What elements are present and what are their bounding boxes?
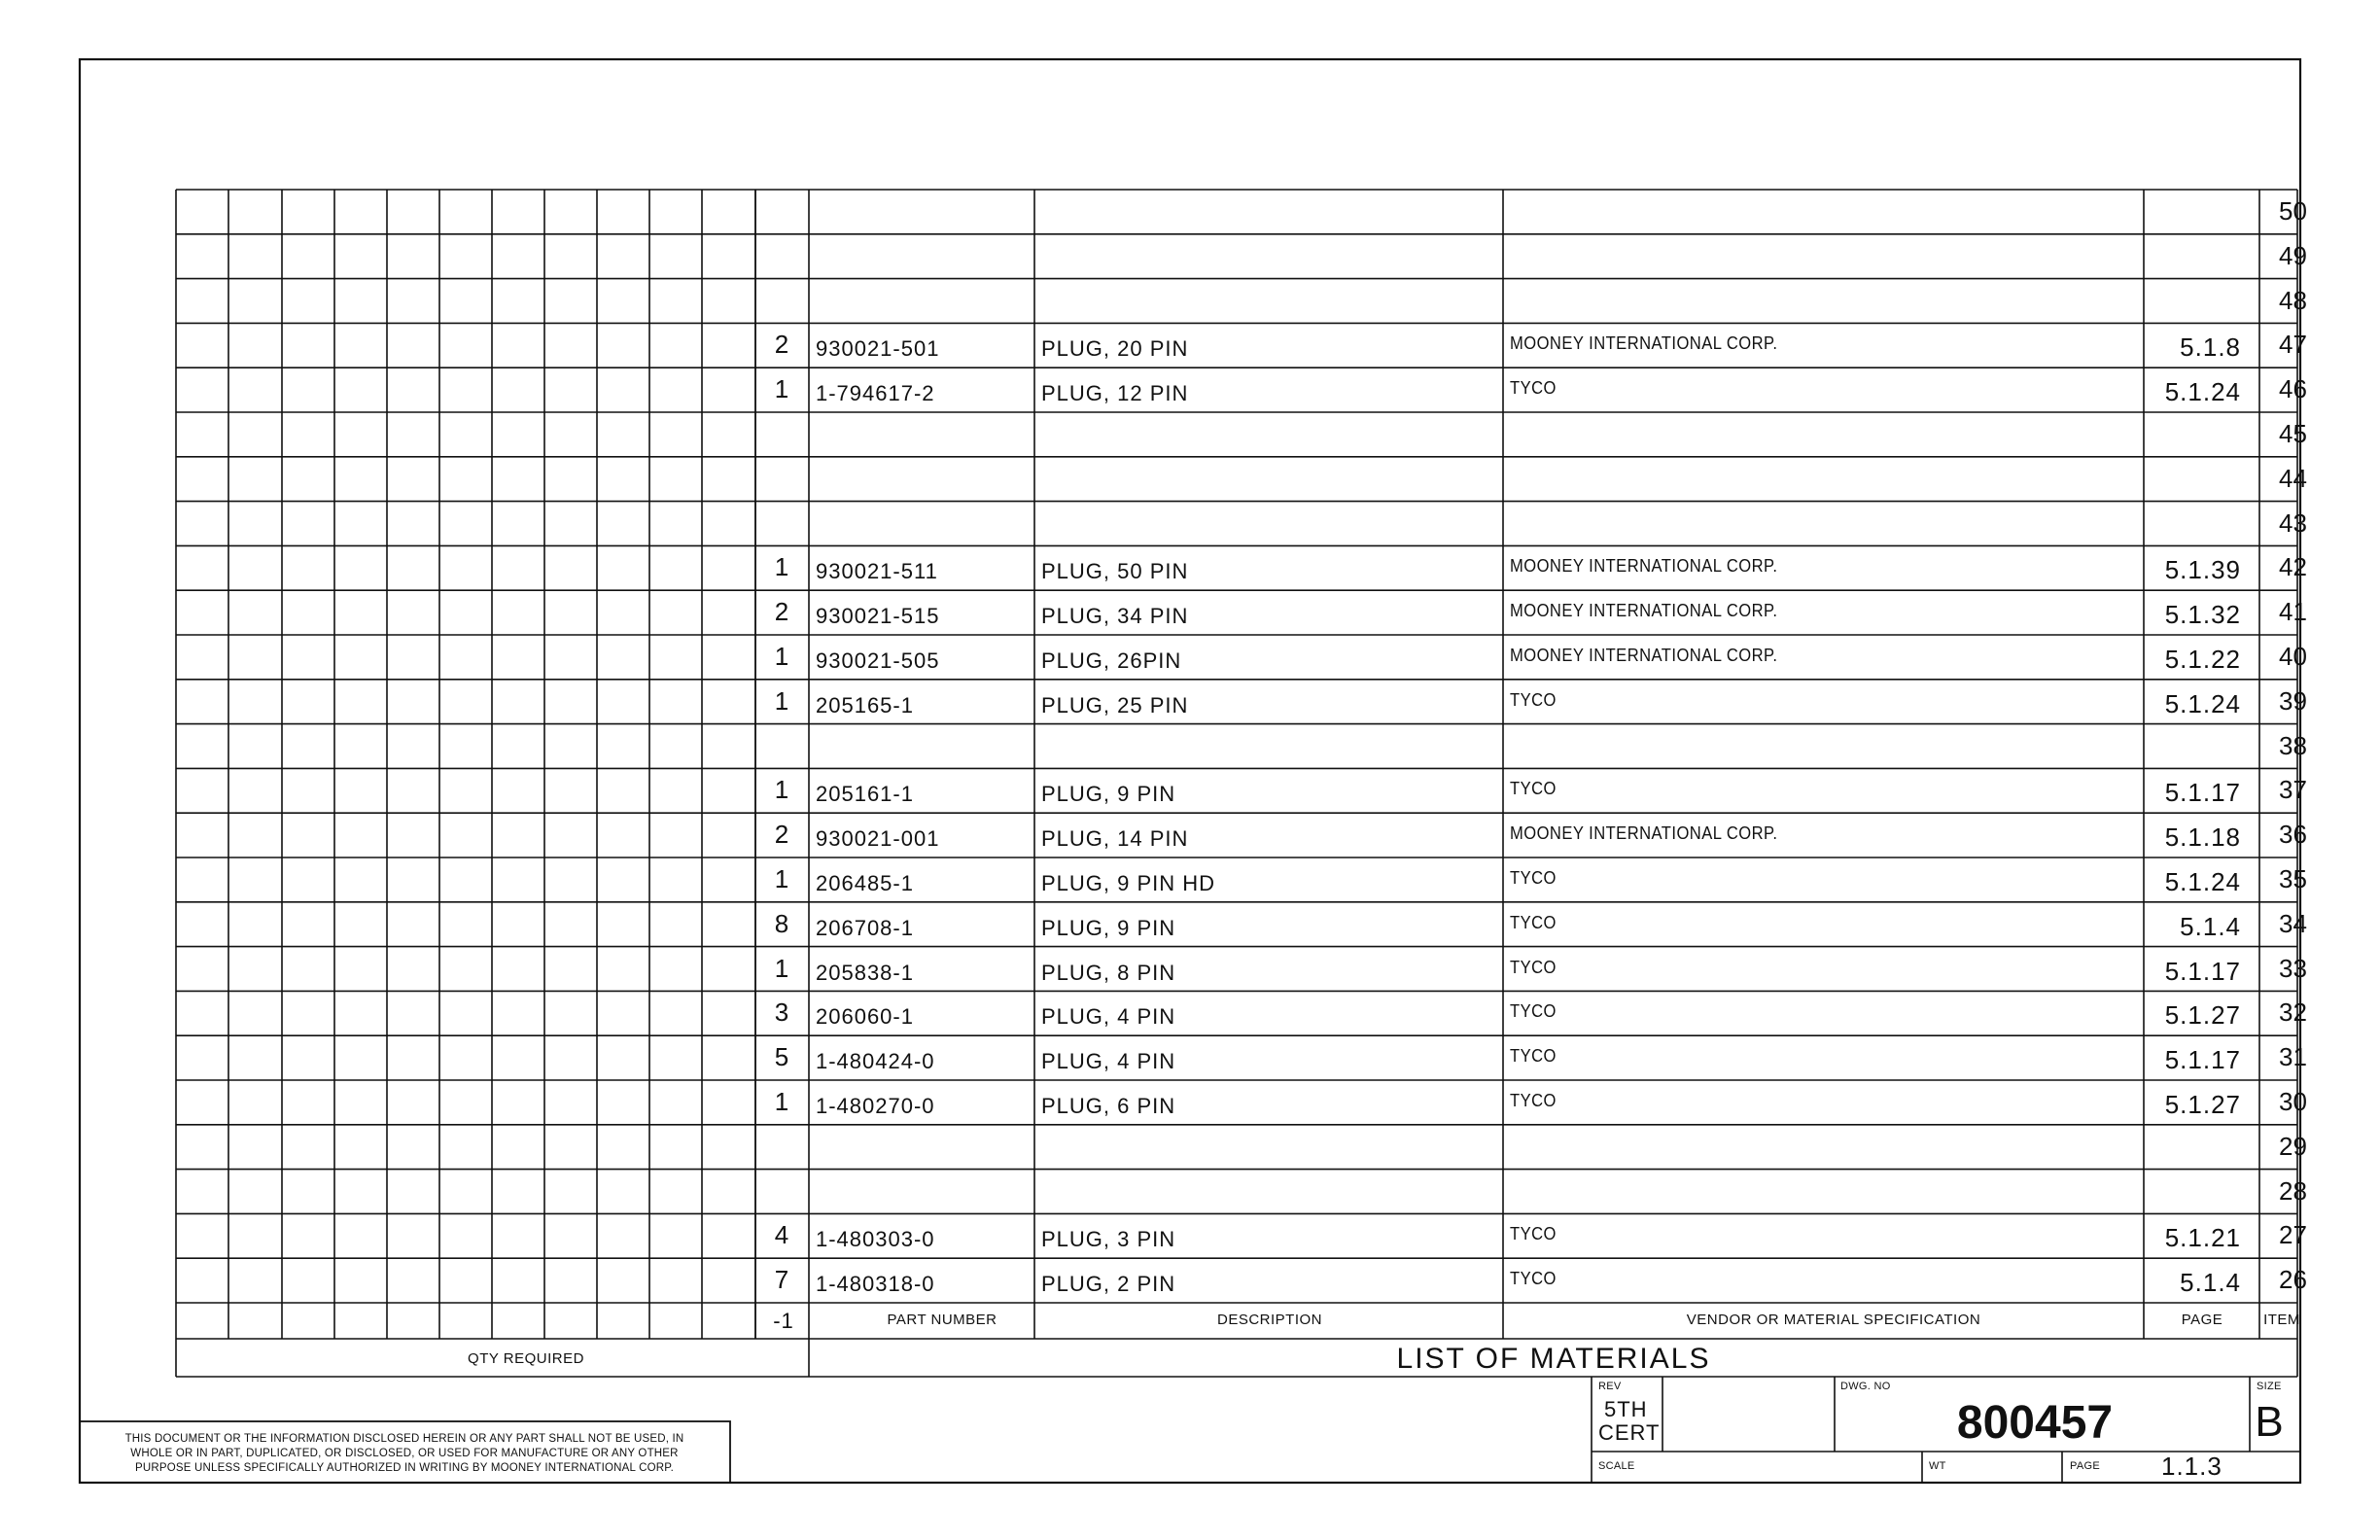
qty-value: 2 (774, 597, 789, 627)
qty-value: 5 (774, 1042, 789, 1072)
qty-value: 1 (774, 642, 789, 671)
dwg-number: 800457 (1956, 1397, 2114, 1449)
description: PLUG, 25 PIN (1041, 692, 1189, 718)
part-number: 930021-511 (816, 559, 938, 584)
qty-value: 1 (774, 552, 789, 582)
part-number: 1-480318-0 (816, 1272, 935, 1297)
description: PLUG, 26PIN (1041, 648, 1182, 673)
list-of-materials-title: LIST OF MATERIALS (1396, 1343, 1711, 1375)
vendor: MOONEY INTERNATIONAL CORP. (1510, 646, 1778, 665)
description: PLUG, 34 PIN (1041, 604, 1189, 629)
description: PLUG, 8 PIN (1041, 960, 1176, 985)
vendor: MOONEY INTERNATIONAL CORP. (1510, 556, 1778, 577)
qty-value: 3 (774, 998, 789, 1028)
page-ref: 5.1.22 (2164, 645, 2241, 674)
description: PLUG, 12 PIN (1041, 381, 1189, 406)
item-number: 40 (2279, 642, 2307, 671)
page-ref: 5.1.24 (2164, 377, 2241, 407)
item-number: 33 (2279, 953, 2307, 983)
vendor: MOONEY INTERNATIONAL CORP. (1510, 333, 1778, 354)
qty-value: 4 (774, 1220, 789, 1250)
size-value: B (2255, 1398, 2284, 1446)
item-number: 44 (2279, 463, 2307, 493)
page-ref: 5.1.18 (2164, 822, 2241, 853)
qty-value: 1 (774, 775, 789, 805)
qty-value: 2 (774, 820, 789, 850)
vendor: TYCO (1510, 1001, 1557, 1022)
vendor: TYCO (1510, 1091, 1557, 1110)
description: PLUG, 4 PIN (1041, 1049, 1176, 1074)
part-number: 1-480270-0 (816, 1094, 935, 1118)
item-number: 29 (2279, 1131, 2307, 1161)
part-number: 206708-1 (816, 915, 914, 940)
header-page: PAGE (2181, 1312, 2223, 1328)
description: PLUG, 14 PIN (1041, 826, 1189, 852)
qty-value: 1 (774, 864, 789, 893)
part-number: 205165-1 (816, 692, 914, 718)
item-number: 45 (2279, 419, 2307, 448)
item-number: 27 (2279, 1220, 2307, 1250)
description: PLUG, 2 PIN (1041, 1272, 1176, 1297)
item-number: 34 (2279, 908, 2307, 938)
description: PLUG, 20 PIN (1041, 336, 1189, 362)
vendor: TYCO (1510, 779, 1557, 799)
item-number: 38 (2279, 730, 2307, 760)
qty-value: 1 (774, 1087, 789, 1116)
page-ref: 5.1.17 (2164, 778, 2241, 808)
header-qty-required: QTY REQUIRED (468, 1350, 584, 1367)
item-number: 46 (2279, 374, 2307, 404)
notice-line-1: THIS DOCUMENT OR THE INFORMATION DISCLOSED HEREIN OR ANY PART SHALL NOT BE USED, IN (124, 1433, 684, 1445)
part-number: 930021-505 (816, 648, 940, 673)
qty-value: 1 (774, 374, 789, 404)
sheet-border (80, 59, 2300, 1483)
part-number: 930021-515 (816, 604, 940, 629)
rev-label: REV (1598, 1381, 1622, 1392)
description: PLUG, 3 PIN (1041, 1227, 1176, 1252)
item-number: 32 (2279, 998, 2307, 1028)
notice-line-3: PURPOSE UNLESS SPECIFICALLY AUTHORIZED IN WRITING BY MOONEY INTERNATIONAL CORP. (134, 1462, 675, 1474)
part-number: 205838-1 (816, 960, 914, 985)
page-label: PAGE (2070, 1460, 2100, 1472)
page-ref: 5.1.4 (2180, 1268, 2241, 1298)
vendor: TYCO (1510, 912, 1557, 932)
item-number: 41 (2279, 597, 2307, 627)
page-ref: 5.1.24 (2164, 688, 2241, 718)
vendor: MOONEY INTERNATIONAL CORP. (1510, 601, 1778, 621)
item-number: 30 (2279, 1087, 2307, 1116)
qty-value: 1 (774, 953, 789, 983)
item-number: 47 (2279, 330, 2307, 360)
item-number: 26 (2279, 1265, 2307, 1295)
part-number: 1-794617-2 (816, 381, 935, 406)
item-number: 48 (2279, 285, 2307, 315)
page-ref: 5.1.27 (2164, 1090, 2241, 1119)
scale-label: SCALE (1598, 1460, 1635, 1472)
rev-line1: 5TH (1604, 1397, 1648, 1421)
item-number: 35 (2279, 864, 2307, 893)
item-number: 39 (2279, 685, 2307, 716)
item-number: 36 (2279, 820, 2307, 850)
qty-value: 7 (774, 1265, 789, 1295)
dwg-no-label: DWG. NO (1840, 1381, 1891, 1392)
header-dash-col: -1 (773, 1309, 794, 1333)
part-number: 1-480424-0 (816, 1049, 935, 1074)
header-item: ITEM (2263, 1312, 2300, 1328)
vendor: TYCO (1510, 689, 1557, 710)
vendor: TYCO (1510, 957, 1557, 977)
item-number: 50 (2279, 196, 2307, 226)
proprietary-notice (84, 1432, 725, 1476)
vendor: TYCO (1510, 1269, 1557, 1289)
item-number: 43 (2279, 508, 2307, 538)
page-ref: 5.1.8 (2180, 332, 2241, 363)
vendor: TYCO (1510, 1046, 1557, 1067)
header-vendor: VENDOR OR MATERIAL SPECIFICATION (1686, 1312, 1981, 1328)
rev-line2: CERT (1598, 1420, 1661, 1445)
qty-value: 1 (774, 685, 789, 716)
description: PLUG, 9 PIN HD (1041, 871, 1216, 895)
notice-line-2: WHOLE OR IN PART, DUPLICATED, OR DISCLOSED, OR USED FOR MANUFACTURE OR ANY OTHER (130, 1448, 679, 1459)
part-number: 930021-501 (816, 336, 940, 362)
vendor: TYCO (1510, 868, 1557, 888)
header-part-number: PART NUMBER (887, 1312, 998, 1328)
vendor: TYCO (1510, 1224, 1557, 1244)
description: PLUG, 9 PIN (1041, 782, 1176, 807)
page-value: 1.1.3 (2161, 1452, 2222, 1481)
wt-label: WT (1929, 1460, 1946, 1472)
qty-value: 8 (774, 908, 789, 938)
page-ref: 5.1.24 (2164, 867, 2241, 896)
description: PLUG, 6 PIN (1041, 1094, 1176, 1118)
vendor: TYCO (1510, 378, 1557, 399)
part-number: 930021-001 (816, 826, 940, 852)
page-ref: 5.1.32 (2164, 600, 2241, 630)
page-ref: 5.1.21 (2164, 1223, 2241, 1253)
description: PLUG, 4 PIN (1041, 1004, 1176, 1030)
page-ref: 5.1.17 (2164, 956, 2241, 986)
header-description: DESCRIPTION (1216, 1312, 1323, 1328)
item-number: 37 (2279, 775, 2307, 805)
size-label: SIZE (2257, 1381, 2282, 1392)
item-number: 31 (2279, 1042, 2307, 1072)
page-ref: 5.1.39 (2164, 555, 2241, 585)
item-number: 42 (2279, 552, 2307, 582)
page-ref: 5.1.17 (2164, 1045, 2241, 1075)
page-ref: 5.1.27 (2164, 1000, 2241, 1031)
part-number: 205161-1 (816, 782, 914, 807)
qty-value: 2 (774, 330, 789, 360)
description: PLUG, 50 PIN (1041, 559, 1189, 584)
page-ref: 5.1.4 (2180, 911, 2241, 941)
part-number: 206485-1 (816, 871, 914, 895)
item-number: 49 (2279, 240, 2307, 270)
part-number: 206060-1 (816, 1004, 914, 1030)
item-number: 28 (2279, 1175, 2307, 1206)
description: PLUG, 9 PIN (1041, 915, 1176, 940)
vendor: MOONEY INTERNATIONAL CORP. (1510, 823, 1778, 844)
part-number: 1-480303-0 (816, 1227, 935, 1252)
